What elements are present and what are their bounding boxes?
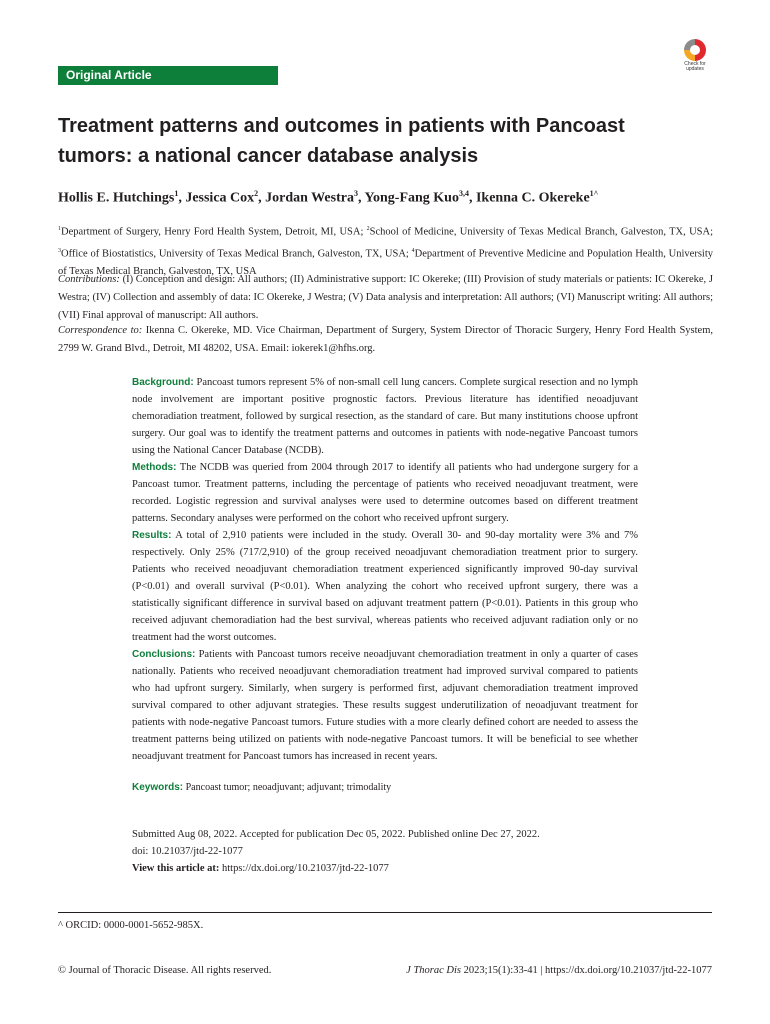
publication-info bbox=[132, 826, 632, 877]
author-name: Ikenna C. Okereke bbox=[475, 190, 590, 206]
author-separator: , bbox=[468, 190, 476, 206]
author-name: Jessica Cox bbox=[185, 190, 255, 206]
correspondence-text: Ikenna C. Okereke, MD. Vice Chairman, Department of Surgery, System Director of Thoracic Surgery, Henry Ford Health System, 2799 W. Grand Blvd., Detroit, MI 48202, USA. Email: iokerek1@hfhs.org. bbox=[58, 325, 713, 354]
correspondence-label: Correspondence to: bbox=[58, 325, 143, 336]
correspondence bbox=[58, 322, 713, 358]
abstract-methods bbox=[132, 459, 638, 527]
affiliation-text: School of Medicine, University of Texas Medical Branch, Galveston, TX, USA; bbox=[369, 226, 713, 238]
check-for-updates-label: Check for updates bbox=[684, 61, 706, 72]
abstract-section-label: Methods: bbox=[132, 462, 177, 473]
author-separator: , bbox=[258, 190, 266, 206]
abstract-section-label: Background: bbox=[132, 377, 194, 388]
author-affiliation-mark: 3 bbox=[353, 189, 358, 198]
abstract-section-label: Conclusions: bbox=[132, 649, 196, 660]
author-affiliation-mark: 3,4 bbox=[458, 189, 469, 198]
check-for-updates-badge[interactable] bbox=[678, 39, 712, 71]
abstract-section-label: Results: bbox=[132, 530, 172, 541]
abstract-section-text: Pancoast tumors represent 5% of non-small cell lung cancers. Complete surgical resection and no lymph node involvement are important positive prognostic factors. Previous literature has identified neoadjuvant chemoradiation treatment, followed by surgical resection, as the standard of care. But many institutions choose upfront surgery. Our goal was to identify the treatment patterns and outcomes in patients with node-negative Pancoast tumors using the National Cancer Database (NCDB). bbox=[132, 377, 638, 456]
doi[interactable]: doi: 10.21037/jtd-22-1077 bbox=[132, 846, 243, 857]
keywords bbox=[132, 779, 638, 796]
affiliation-mark: 2 bbox=[366, 226, 370, 232]
contributions-text: (I) Conception and design: All authors; (II) Administrative support: IC Okereke; (III) Provision of study materials or patients: IC Okereke, J Westra; (IV) Collection and assembly of data: IC Okereke, J Westra; (V) Data analysis and interpretation: All authors; (VI) Manuscript writing: All authors; (VII) Final approval of manuscript: All authors. bbox=[58, 274, 713, 321]
author-name: Jordan Westra bbox=[265, 190, 354, 206]
abstract-section-text: A total of 2,910 patients were included in the study. Overall 30- and 90-day mortality were 3% and 7% respectively. Only 25% (717/2,910) of the group received neoadjuvant chemoradiation treatment prior to surgery. Patients who received neoadjuvant chemoradiation treatment experienced significantly improved 90-day survival (P<0.01) and overall survival (P<0.01). When analyzing the cohort who received upfront surgery, there was a statistically significant difference in survival based on adjuvant treatment pattern (P<0.01). Patients in this group who received adjuvant chemoradiation had the best survival, whereas patients who received adjuvant radiation only or no treatment had the worst outcomes. bbox=[132, 530, 638, 643]
view-article-link[interactable]: https://dx.doi.org/10.21037/jtd-22-1077 bbox=[219, 863, 389, 874]
article-type-banner: Original Article bbox=[58, 66, 278, 85]
author-separator: , bbox=[357, 190, 365, 206]
contributions bbox=[58, 271, 713, 325]
affiliation-text: Office of Biostatistics, University of Texas Medical Branch, Galveston, TX, USA; bbox=[61, 248, 412, 259]
author-separator: , bbox=[178, 190, 186, 206]
footer-citation bbox=[406, 965, 712, 976]
author-affiliation-mark: 1 bbox=[174, 189, 179, 198]
footnote-divider bbox=[58, 912, 712, 913]
affiliation-text: Department of Surgery, Henry Ford Health System, Detroit, MI, USA; bbox=[61, 226, 367, 238]
view-article-line bbox=[132, 860, 632, 877]
keywords-text: Pancoast tumor; neoadjuvant; adjuvant; trimodality bbox=[183, 782, 392, 793]
author-affiliation-mark: 2 bbox=[254, 189, 259, 198]
check-for-updates-icon bbox=[684, 39, 706, 61]
affiliation-mark: 3 bbox=[58, 247, 61, 254]
author-name: Yong-Fang Kuo bbox=[364, 190, 459, 206]
view-article-label: View this article at: bbox=[132, 863, 220, 874]
article-title: Treatment patterns and outcomes in patients with Pancoast tumors: a national cancer database analysis bbox=[58, 115, 625, 167]
affiliation-text: Department of Preventive Medicine and Population Health, University of Texas Medical Branch, Galveston, TX, USA bbox=[58, 248, 713, 277]
abstract-background bbox=[132, 374, 638, 459]
abstract-conclusions bbox=[132, 646, 638, 765]
author-name: Hollis E. Hutchings bbox=[58, 190, 175, 206]
abstract-section-text: Patients with Pancoast tumors receive neoadjuvant chemoradiation treatment in only a quarter of cases nationally. Patients who received neoadjuvant chemoradiation treatment had improved survival compared to patients who had upfront surgery. Similarly, when surgery is performed first, adjuvant chemoradiation treatment improved survival compared to other adjuvant strategies. These results suggest underutilization of neoadjuvant treatment for patients with node-negative Pancoast tumors. Future studies with a more clearly defined cohort are needed to assess the treatment patterns being utilized on patients with node-negative Pancoast tumors. It will be beneficial to see whether neoadjuvant treatment for Pancoast tumors has increased in recent years. bbox=[132, 649, 638, 762]
affiliation-mark: 1 bbox=[58, 226, 61, 232]
footer-copyright: © Journal of Thoracic Disease. All rights reserved. bbox=[58, 965, 272, 976]
keywords-label: Keywords: bbox=[132, 782, 184, 793]
contributions-label: Contributions: bbox=[58, 274, 120, 285]
author-affiliation-mark: 1^ bbox=[589, 189, 599, 198]
orcid-footnote[interactable]: ^ ORCID: 0000-0001-5652-985X. bbox=[58, 920, 204, 931]
publication-dates: Submitted Aug 08, 2022. Accepted for publication Dec 05, 2022. Published online Dec 27, 2022. bbox=[132, 829, 540, 840]
citation-text[interactable]: 2023;15(1):33-41 | https://dx.doi.org/10.21037/jtd-22-1077 bbox=[461, 965, 712, 976]
abstract-section-text: The NCDB was queried from 2004 through 2017 to identify all patients who had undergone surgery for a Pancoast tumor. Treatment patterns, including the percentage of patients who received neoadjuvant treatment, were recorded. Logistic regression and survival analyses were used to determine outcomes based on different treatment patterns. Secondary analyses were performed on the cohort who received upfront surgery. bbox=[132, 462, 638, 524]
abstract-results bbox=[132, 527, 638, 646]
author-list bbox=[58, 184, 718, 209]
abstract bbox=[132, 374, 638, 796]
affiliation-mark: 4 bbox=[411, 247, 415, 254]
journal-name: J Thorac Dis bbox=[406, 965, 461, 976]
